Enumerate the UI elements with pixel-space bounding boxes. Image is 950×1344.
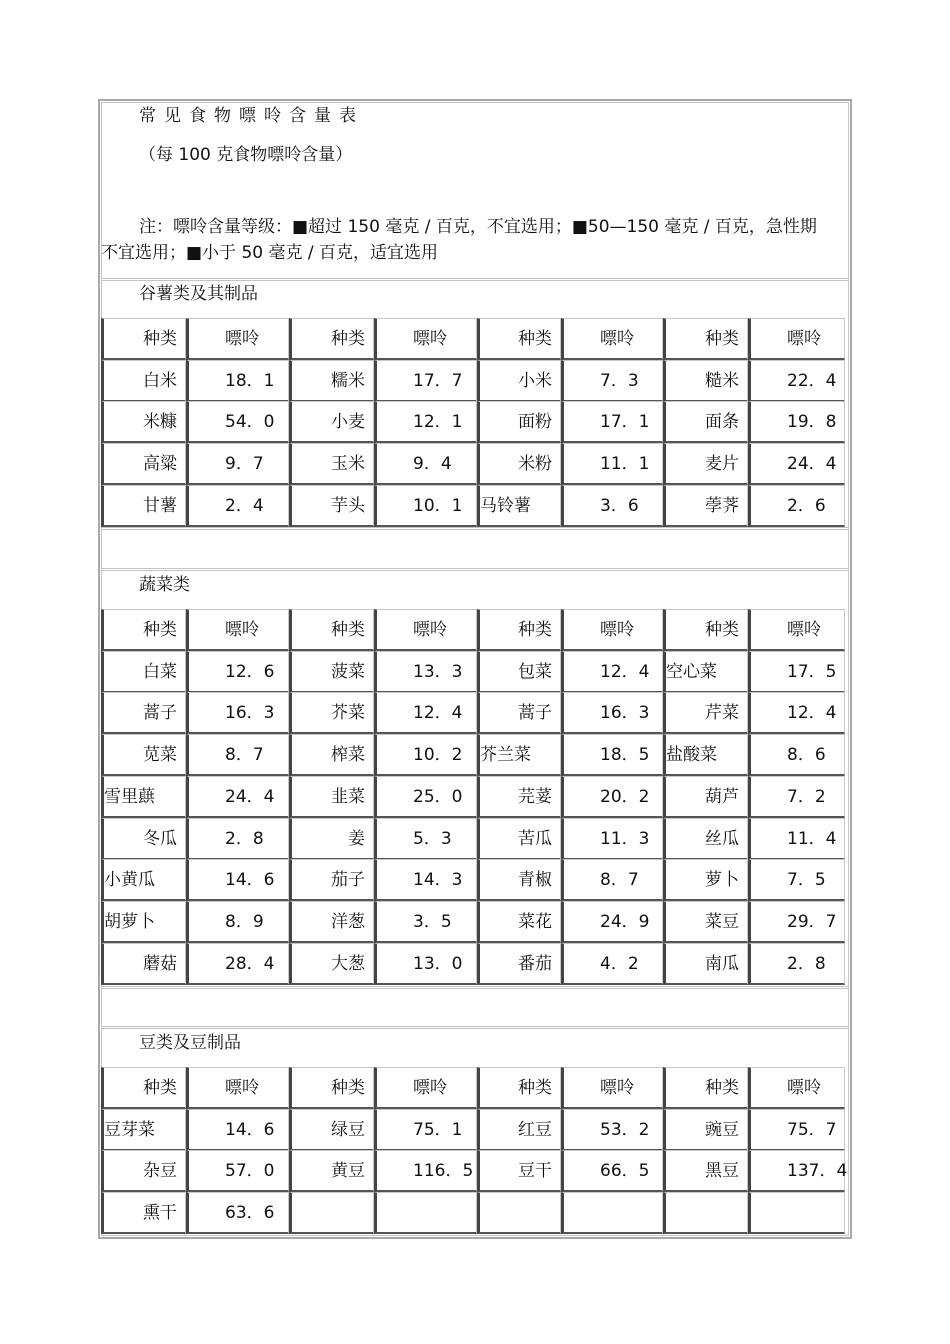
section-separator <box>101 278 849 281</box>
column-header-kind: 种类 <box>289 609 374 651</box>
food-name-cell: 苦瓜 <box>477 818 561 860</box>
food-name-cell: 芥兰菜 <box>477 734 561 776</box>
column-header-purine: 嘌呤 <box>374 609 477 651</box>
food-name-cell: 菠菜 <box>289 651 374 693</box>
food-name-cell: 雪里蕻 <box>101 776 186 818</box>
food-name-cell: 甘薯 <box>101 485 186 527</box>
purine-value-cell: 24．4 <box>186 776 289 818</box>
food-name-cell: 米糠 <box>101 401 186 443</box>
food-name-cell: 菜花 <box>477 901 561 943</box>
food-name-cell: 芋头 <box>289 485 374 527</box>
food-name-cell: 麦片 <box>663 443 748 485</box>
purine-value-cell: 17．1 <box>561 401 663 443</box>
purine-value-cell: 11．4 <box>748 818 845 860</box>
food-name-cell: 豆干 <box>477 1150 561 1192</box>
column-header-purine: 嘌呤 <box>561 609 663 651</box>
purine-value-cell: 8．6 <box>748 734 845 776</box>
food-name-cell: 菜豆 <box>663 901 748 943</box>
section-separator <box>101 1026 849 1029</box>
purine-value-cell: 116．5 <box>374 1150 477 1192</box>
purine-value-cell: 57．0 <box>186 1150 289 1192</box>
column-header-purine: 嘌呤 <box>186 318 289 360</box>
purine-value-cell: 2．6 <box>748 485 845 527</box>
food-name-cell: 冬瓜 <box>101 818 186 860</box>
column-header-kind: 种类 <box>663 1067 748 1109</box>
column-header-purine: 嘌呤 <box>561 1067 663 1109</box>
grade-note-line1: 注：嘌呤含量等级：■超过 150 毫克 / 百克，不宜选用；■50—150 毫克 / 百克，急性期 <box>139 217 817 237</box>
food-name-cell <box>289 1192 374 1234</box>
purine-value-cell: 66．5 <box>561 1150 663 1192</box>
column-header-kind: 种类 <box>101 318 186 360</box>
purine-value-cell: 7．3 <box>561 360 663 402</box>
food-name-cell: 空心菜 <box>663 651 748 693</box>
purine-value-cell: 16．3 <box>186 692 289 734</box>
purine-value-cell: 28．4 <box>186 943 289 985</box>
purine-value-cell: 75．1 <box>374 1109 477 1151</box>
purine-value-cell: 137．4 <box>748 1150 845 1192</box>
purine-value-cell: 12．4 <box>561 651 663 693</box>
section-gap-top <box>101 527 849 530</box>
food-name-cell: 胡萝卜 <box>101 901 186 943</box>
purine-value-cell: 12．6 <box>186 651 289 693</box>
column-header-kind: 种类 <box>289 318 374 360</box>
column-header-purine: 嘌呤 <box>748 318 845 360</box>
food-name-cell: 熏干 <box>101 1192 186 1234</box>
purine-value-cell: 12．4 <box>374 692 477 734</box>
purine-value-cell: 16．3 <box>561 692 663 734</box>
column-header-purine: 嘌呤 <box>561 318 663 360</box>
food-name-cell: 糙米 <box>663 360 748 402</box>
column-header-purine: 嘌呤 <box>186 609 289 651</box>
column-header-kind: 种类 <box>101 1067 186 1109</box>
column-header-kind: 种类 <box>477 1067 561 1109</box>
purine-value-cell: 7．2 <box>748 776 845 818</box>
purine-value-cell: 17．5 <box>748 651 845 693</box>
food-name-cell: 芥菜 <box>289 692 374 734</box>
food-name-cell: 茄子 <box>289 859 374 901</box>
purine-value-cell: 10．2 <box>374 734 477 776</box>
section-separator <box>101 568 849 571</box>
column-header-purine: 嘌呤 <box>374 1067 477 1109</box>
purine-value-cell: 8．7 <box>186 734 289 776</box>
food-name-cell: 豆芽菜 <box>101 1109 186 1151</box>
purine-value-cell: 20．2 <box>561 776 663 818</box>
food-name-cell: 蒿子 <box>477 692 561 734</box>
purine-value-cell: 5．3 <box>374 818 477 860</box>
column-header-purine: 嘌呤 <box>748 1067 845 1109</box>
food-name-cell: 姜 <box>289 818 374 860</box>
food-name-cell: 黑豆 <box>663 1150 748 1192</box>
food-name-cell: 马铃薯 <box>477 485 561 527</box>
purine-value-cell: 18．5 <box>561 734 663 776</box>
food-name-cell: 小米 <box>477 360 561 402</box>
column-header-purine: 嘌呤 <box>374 318 477 360</box>
food-name-cell <box>477 1192 561 1234</box>
food-name-cell: 苋菜 <box>101 734 186 776</box>
grade-note-line2: 不宜选用；■小于 50 毫克 / 百克，适宜选用 <box>101 243 439 263</box>
food-name-cell: 面粉 <box>477 401 561 443</box>
food-name-cell: 番茄 <box>477 943 561 985</box>
purine-value-cell: 14．6 <box>186 1109 289 1151</box>
food-name-cell: 大葱 <box>289 943 374 985</box>
food-name-cell: 黄豆 <box>289 1150 374 1192</box>
purine-value-cell: 63．6 <box>186 1192 289 1234</box>
purine-value-cell: 11．3 <box>561 818 663 860</box>
purine-value-cell <box>561 1192 663 1234</box>
food-name-cell: 绿豆 <box>289 1109 374 1151</box>
food-name-cell: 盐酸菜 <box>663 734 748 776</box>
food-name-cell: 蒿子 <box>101 692 186 734</box>
purine-value-cell: 4．2 <box>561 943 663 985</box>
food-name-cell: 豌豆 <box>663 1109 748 1151</box>
purine-value-cell: 8．9 <box>186 901 289 943</box>
food-name-cell: 包菜 <box>477 651 561 693</box>
food-name-cell: 杂豆 <box>101 1150 186 1192</box>
section-title: 豆类及豆制品 <box>139 1033 241 1053</box>
purine-value-cell: 19．8 <box>748 401 845 443</box>
purine-value-cell: 53．2 <box>561 1109 663 1151</box>
food-name-cell: 芫荽 <box>477 776 561 818</box>
purine-value-cell: 18．1 <box>186 360 289 402</box>
food-name-cell: 青椒 <box>477 859 561 901</box>
section-gap-top <box>101 986 849 989</box>
page-title: 常见食物嘌呤含量表 <box>139 106 364 126</box>
purine-value-cell: 13．0 <box>374 943 477 985</box>
purine-value-cell: 2．8 <box>748 943 845 985</box>
purine-value-cell: 12．1 <box>374 401 477 443</box>
food-name-cell <box>663 1192 748 1234</box>
food-name-cell: 葫芦 <box>663 776 748 818</box>
food-name-cell: 米粉 <box>477 443 561 485</box>
food-name-cell: 小黄瓜 <box>101 859 186 901</box>
purine-value-cell: 2．4 <box>186 485 289 527</box>
food-name-cell: 玉米 <box>289 443 374 485</box>
page-subtitle: （每 100 克食物嘌呤含量） <box>139 145 353 165</box>
purine-value-cell: 13．3 <box>374 651 477 693</box>
purine-value-cell: 54．0 <box>186 401 289 443</box>
purine-value-cell <box>374 1192 477 1234</box>
purine-value-cell: 3．5 <box>374 901 477 943</box>
column-header-kind: 种类 <box>663 609 748 651</box>
food-name-cell: 萝卜 <box>663 859 748 901</box>
food-name-cell: 榨菜 <box>289 734 374 776</box>
food-name-cell: 小麦 <box>289 401 374 443</box>
purine-value-cell: 14．6 <box>186 859 289 901</box>
food-name-cell: 高粱 <box>101 443 186 485</box>
column-header-kind: 种类 <box>477 609 561 651</box>
food-name-cell: 丝瓜 <box>663 818 748 860</box>
purine-value-cell: 7．5 <box>748 859 845 901</box>
section-title: 谷薯类及其制品 <box>139 284 258 304</box>
purine-value-cell: 9．7 <box>186 443 289 485</box>
purine-value-cell: 12．4 <box>748 692 845 734</box>
purine-value-cell: 9．4 <box>374 443 477 485</box>
column-header-kind: 种类 <box>477 318 561 360</box>
purine-value-cell <box>748 1192 845 1234</box>
purine-value-cell: 8．7 <box>561 859 663 901</box>
section-title: 蔬菜类 <box>139 575 190 595</box>
food-name-cell: 红豆 <box>477 1109 561 1151</box>
column-header-kind: 种类 <box>289 1067 374 1109</box>
food-name-cell: 面条 <box>663 401 748 443</box>
purine-value-cell: 2．8 <box>186 818 289 860</box>
food-name-cell: 白菜 <box>101 651 186 693</box>
food-name-cell: 糯米 <box>289 360 374 402</box>
purine-value-cell: 29．7 <box>748 901 845 943</box>
purine-value-cell: 25．0 <box>374 776 477 818</box>
purine-value-cell: 10．1 <box>374 485 477 527</box>
column-header-purine: 嘌呤 <box>748 609 845 651</box>
column-header-kind: 种类 <box>663 318 748 360</box>
food-name-cell: 韭菜 <box>289 776 374 818</box>
purine-value-cell: 14．3 <box>374 859 477 901</box>
column-header-purine: 嘌呤 <box>186 1067 289 1109</box>
food-name-cell: 荸荠 <box>663 485 748 527</box>
purine-value-cell: 3．6 <box>561 485 663 527</box>
purine-value-cell: 22．4 <box>748 360 845 402</box>
food-name-cell: 南瓜 <box>663 943 748 985</box>
purine-value-cell: 75．7 <box>748 1109 845 1151</box>
food-name-cell: 洋葱 <box>289 901 374 943</box>
purine-value-cell: 11．1 <box>561 443 663 485</box>
food-name-cell: 芹菜 <box>663 692 748 734</box>
food-name-cell: 蘑菇 <box>101 943 186 985</box>
column-header-kind: 种类 <box>101 609 186 651</box>
food-name-cell: 白米 <box>101 360 186 402</box>
purine-value-cell: 24．9 <box>561 901 663 943</box>
purine-value-cell: 24．4 <box>748 443 845 485</box>
purine-value-cell: 17．7 <box>374 360 477 402</box>
